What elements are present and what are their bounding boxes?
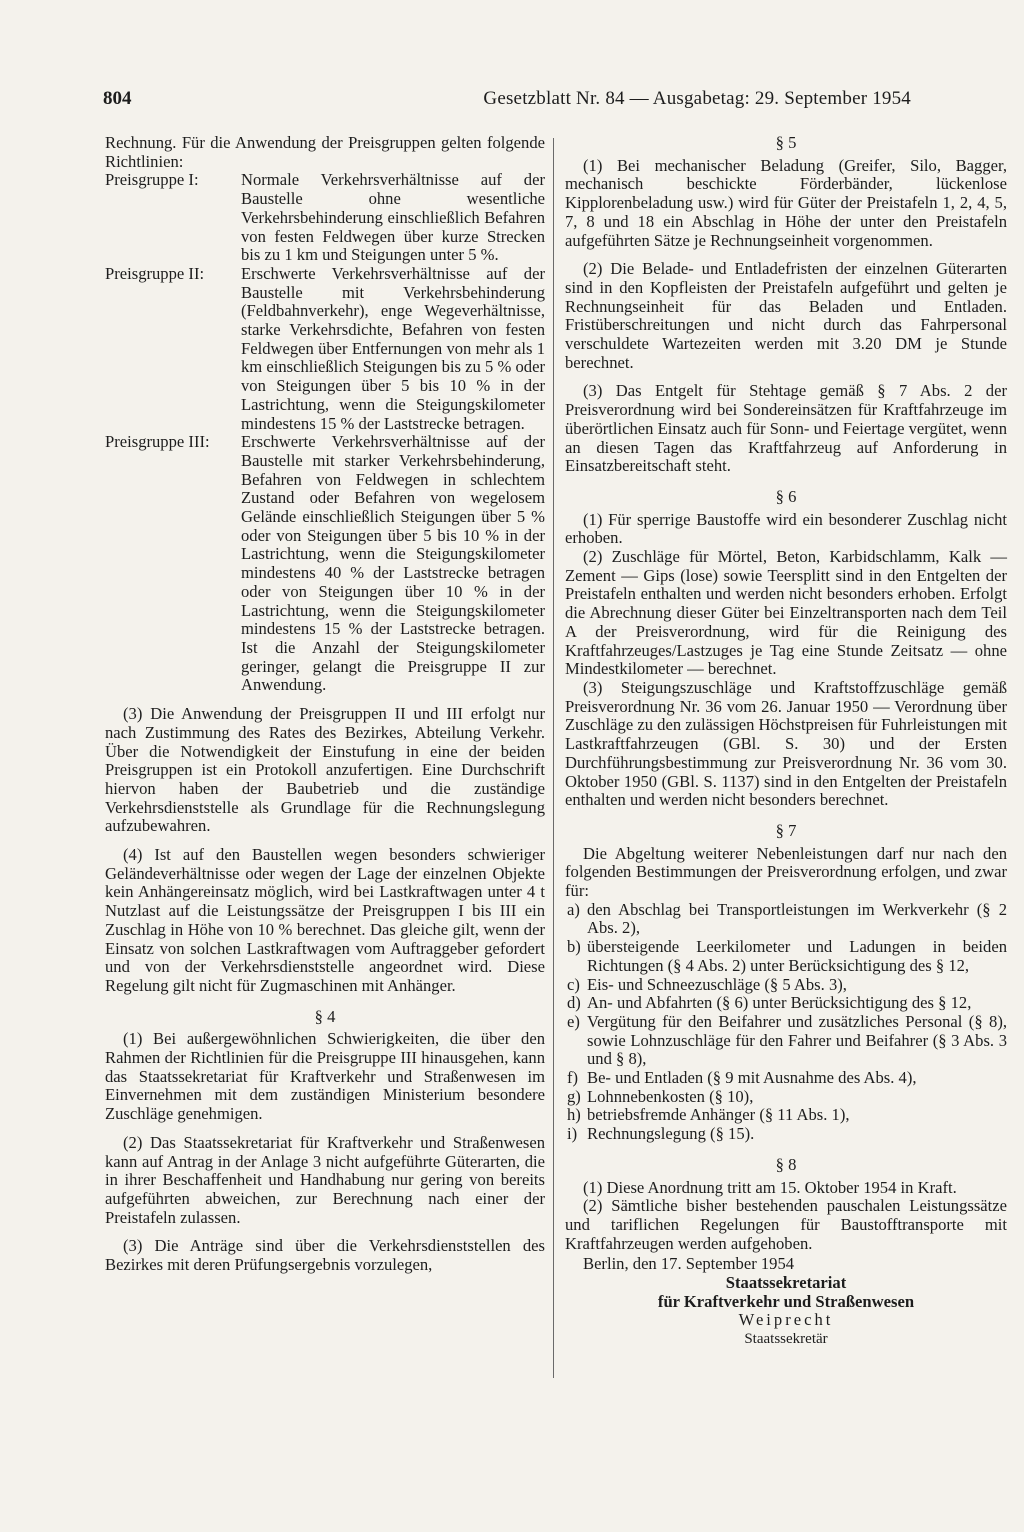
list-item-text: Lohnnebenkosten (§ 10),: [587, 1086, 754, 1106]
list-item-label: b): [567, 937, 581, 957]
list-item-text: An- und Abfahrten (§ 6) unter Berücksichtigung des § 12,: [587, 993, 972, 1013]
preisgruppe-label: Preisgruppe III:: [105, 432, 210, 452]
page-header: [103, 88, 911, 110]
list-item-text: betriebsfremde Anhänger (§ 11 Abs. 1),: [587, 1105, 850, 1125]
authority-name: Staatssekretariat: [725, 1273, 847, 1293]
list-item: [565, 994, 1007, 1013]
list-item-label: i): [567, 1124, 578, 1144]
section-6-paragraph-2: (2) Zuschläge für Mörtel, Beton, Karbidschlamm, Kalk — Zement — Gips (lose) sowie Teersplitt sind in den Entgelten der Preistafeln enthalten und werden nicht besonders erhoben. Erfolgt die Abrechnung dieser Güter bei Einzeltransporten nach dem Teil A der Preisverordnung, wird für die Reinigung des Kraftfahrzeuges/Lastzuges je Tag eine Stunde Zeitsatz — ohne Mindestkilometer — berechnet.: [565, 547, 1007, 679]
preisgruppe-label: Preisgruppe I:: [105, 170, 199, 190]
list-item: [565, 1125, 1007, 1144]
section-5-paragraph-3: (3) Das Entgelt für Stehtage gemäß § 7 Abs. 2 der Preisverordnung wird bei Sondereinsätzen für Kraftfahrzeuge im überörtlichen Einsatz auch für Sonn- und Feiertage vergütet, wenn an diesen Tagen das Kraftfahrzeug auf Anforderung in Einsatzbereitschaft steht.: [565, 381, 1007, 476]
section-heading-8: § 8: [775, 1154, 797, 1174]
list-item: [565, 1069, 1007, 1088]
right-column: [565, 134, 1007, 1349]
section-heading-6: § 6: [775, 486, 797, 506]
section-heading-4: § 4: [314, 1006, 336, 1026]
list-item-label: h): [567, 1105, 581, 1125]
preisgruppe-label: Preisgruppe II:: [105, 263, 205, 283]
section-4-paragraph-2: (2) Das Staatssekretariat für Kraftverkehr und Straßenwesen kann auf Antrag in der Anlage 3 nicht aufgeführte Güterarten, die in ihrer Beschaffenheit und Handhabung nur gering von bereits aufgeführten abweichen, zur Berechnung nach einer der Preistafeln zulassen.: [105, 1132, 545, 1227]
section-7-intro: Die Abgeltung weiterer Nebenleistungen darf nur nach den folgenden Bestimmungen der Preisverordnung erfolgen, und zwar für:: [565, 843, 1007, 901]
preisgruppe-text: Erschwerte Verkehrsverhältnisse auf der Baustelle mit starker Verkehrsbehinderung, Befahren von Feldwegen in schlechtem Zustand oder Befahren von wegelosem Gelände einschließlich Steigungen über 5 % oder von Steigungen über 5 bis 10 % in der Lastrichtung, wenn die Steigungskilometer mindestens 40 % der Laststrecke betragen oder von Steigungen über 10 % in der Lastrichtung, wenn die Steigungskilometer mindestens 15 % der Laststrecke betragen. Ist die Anzahl der Steigungskilometer geringer, gelangt die Preisgruppe II zur Anwendung.: [241, 432, 545, 695]
list-item: [565, 1088, 1007, 1107]
list-item-label: a): [567, 899, 580, 919]
list-item: [565, 1013, 1007, 1069]
list-item-text: Vergütung für den Beifahrer und zusätzliches Personal (§ 8), sowie Lohnzuschläge für den Fahrer und Beifahrer (§ 3 Abs. 3 und § 8),: [587, 1011, 1007, 1069]
header-title: Gesetzblatt Nr. 84 — Ausgabetag: 29. September 1954: [483, 88, 911, 109]
section-8-paragraph-1: (1) Diese Anordnung tritt am 15. Oktober 1954 in Kraft.: [583, 1177, 957, 1197]
list-item: [565, 938, 1007, 975]
list-item: [565, 1106, 1007, 1125]
preisgruppe-entry: [105, 265, 545, 433]
section-5-paragraph-2: (2) Die Belade- und Entladefristen der einzelnen Güterarten sind in den Kopfleisten der Preistafeln aufgeführt und gelten je Rechnungseinheit für das Beladen und Entladen. Fristüberschreitungen und nicht durch das Fahrpersonal verschuldete Wartezeiten werden mit 3.20 DM je Stunde berechnet.: [565, 259, 1007, 372]
preisgruppe-text: Normale Verkehrsverhältnisse auf der Baustelle ohne wesentliche Verkehrsbehinderung einschließlich Befahren von festen Feldwegen über kurze Strecken bis zu 1 km und Steigungen unter 5 %.: [241, 170, 545, 265]
signatory-title: Staatssekretär: [744, 1331, 828, 1348]
section-4-paragraph-1: (1) Bei außergewöhnlichen Schwierigkeiten, die über den Rahmen der Richtlinien für die Preisgruppe III hinausgehen, kann das Staatssekretariat für Kraftverkehr und Straßenwesen im Einvernehmen mit dem zuständigen Ministerium besondere Zuschläge genehmigen.: [105, 1029, 545, 1124]
left-column: [105, 134, 545, 1275]
paragraph-4: (4) Ist auf den Baustellen wegen besonders schwieriger Geländeverhältnisse oder wegen der Lage der einzelnen Objekte kein Anhängereinsatz möglich, wird bei Lastkraftwagen unter 4 t Nutzlast auf die Leistungssätze der Preisgruppen I bis III ein Zuschlag in Höhe von 10 % berechnet. Das gleiche gilt, wenn der Einsatz von solchen Lastkraftwagen vom Auftraggeber gefordert und von der Verkehrsdienststelle angeordnet wird. Diese Regelung gilt nicht für Zugmaschinen mit Anhänger.: [105, 845, 545, 995]
list-item: [565, 901, 1007, 938]
section-8-paragraph-2: (2) Sämtliche bisher bestehenden pauschalen Leistungssätze und tariflichen Regelungen für Baustofftransporte mit Kraftfahrzeugen werden aufgehoben.: [565, 1196, 1007, 1253]
section-6-paragraph-3: (3) Steigungszuschläge und Kraftstoffzuschläge gemäß Preisverordnung Nr. 36 vom 26. Januar 1950 — Verordnung über Zuschläge zu den zulässigen Höchstpreisen für Fuhrleistungen mit Lastkraftfahrzeugen (GBl. S. 30) und der Ersten Durchführungsbestimmung zur Preisverordnung Nr. 36 vom 30. Oktober 1950 (GBl. S. 1137) sind in den Entgelten der Preistafeln enthalten und werden nicht besonders berechnet.: [565, 677, 1007, 810]
intro-paragraph: Rechnung. Für die Anwendung der Preisgruppen gelten folgende Richtlinien:: [105, 133, 545, 171]
section-7-list: [565, 901, 1007, 1144]
list-item-label: c): [567, 974, 580, 994]
preisgruppe-entry: [105, 433, 545, 695]
list-item-label: f): [567, 1068, 579, 1088]
place-and-date: Berlin, den 17. September 1954: [583, 1254, 795, 1274]
section-heading-5: § 5: [775, 133, 797, 152]
list-item-text: Eis- und Schneezuschläge (§ 5 Abs. 3),: [587, 974, 847, 994]
section-5-paragraph-1: (1) Bei mechanischer Beladung (Greifer, Silo, Bagger, mechanisch beschickte Förderbänder, lückenlose Kipplorenbeladung usw.) wird für Güter der Preistafeln 1, 2, 4, 5, 7, 8 und 18 ein Abschlag in Höhe der unter den Preistafeln aufgeführten Sätze je Rechnungseinheit vorgenommen.: [565, 155, 1007, 250]
list-item: [565, 976, 1007, 995]
list-item-text: Be- und Entladen (§ 9 mit Ausnahme des Abs. 4),: [587, 1068, 917, 1088]
authority-subtitle: für Kraftverkehr und Straßenwesen: [657, 1291, 915, 1311]
column-divider: [553, 138, 554, 1378]
list-item-text: übersteigende Leerkilometer und Ladungen in beiden Richtungen (§ 4 Abs. 2) unter Berücksichtigung des § 12,: [587, 937, 1007, 975]
list-item-text: den Abschlag bei Transportleistungen im Werkverkehr (§ 2 Abs. 2),: [587, 899, 1007, 938]
page-number: 804: [103, 88, 132, 109]
preisgruppe-entry: [105, 171, 545, 265]
paragraph-3: (3) Die Anwendung der Preisgruppen II und III erfolgt nur nach Zustimmung des Rates des Bezirkes, Abteilung Verkehr. Über die Notwendigkeit der Einstufung in eine der beiden Preisgruppen ist ein Protokoll anzufertigen. Eine Durchschrift hiervon haben der Baubetrieb und die zuständige Verkehrsdienststelle als Grundlage für die Rechnungslegung aufzubewahren.: [105, 704, 545, 836]
section-heading-7: § 7: [775, 820, 797, 840]
list-item-text: Rechnungslegung (§ 15).: [587, 1124, 755, 1144]
signatory-name: Weiprecht: [738, 1310, 834, 1330]
list-item-label: g): [567, 1086, 581, 1106]
section-6-paragraph-1: (1) Für sperrige Baustoffe wird ein besonderer Zuschlag nicht erhoben.: [565, 509, 1007, 548]
section-4-paragraph-3: (3) Die Anträge sind über die Verkehrsdienststellen des Bezirkes mit deren Prüfungsergebnis vorzulegen,: [105, 1236, 545, 1275]
list-item-label: e): [567, 1011, 580, 1031]
list-item-label: d): [567, 993, 581, 1013]
preisgruppe-text: Erschwerte Verkehrsverhältnisse auf der Baustelle mit Verkehrsbehinderung (Feldbahnverkehr), enge Wegeverhältnisse, starke Verkehrsdichte, Befahren von festen Feldwegen über Entfernungen von mehr als 1 km einschließlich Steigungen bis zu 5 % oder von Steigungen über 5 bis 10 % in der Lastrichtung, wenn die Steigungskilometer mindestens 15 % der Laststrecke betragen.: [241, 263, 545, 433]
